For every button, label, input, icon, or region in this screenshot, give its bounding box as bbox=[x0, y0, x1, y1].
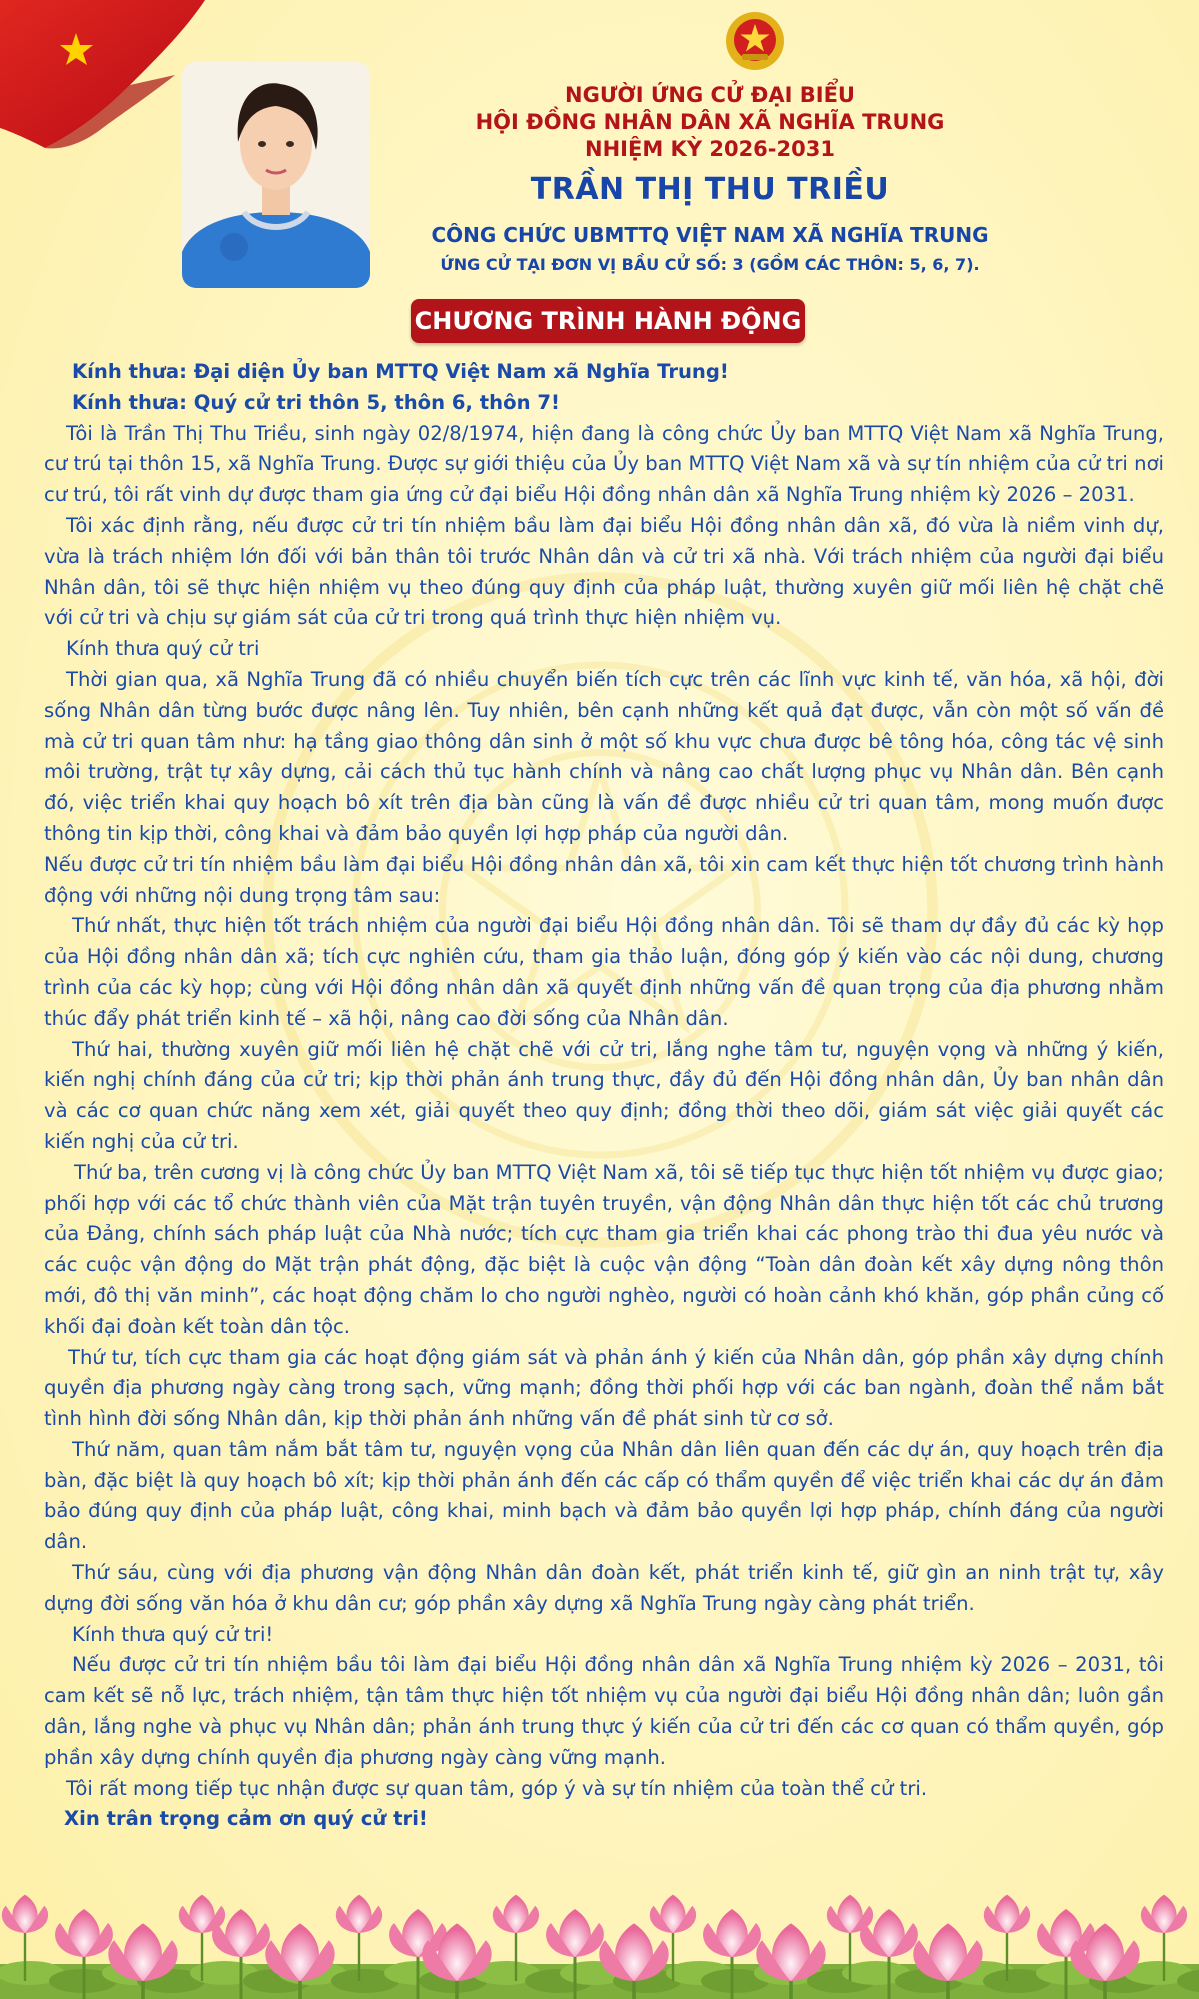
pledge-paragraph: Nếu được cử tri tín nhiệm bầu làm đại biểu Hội đồng nhân dân xã, tôi xin cam kết thực hiện tốt chương trình hành động với những nội dung trọng tâm sau: bbox=[44, 852, 1164, 907]
action-program-banner: CHƯƠNG TRÌNH HÀNH ĐỘNG bbox=[411, 299, 805, 343]
address-voters-2: Kính thưa quý cử tri! bbox=[72, 1622, 274, 1646]
header-line-2: HỘI ĐỒNG NHÂN DÂN XÃ NGHĨA TRUNG bbox=[475, 110, 945, 134]
closing-paragraph: Nếu được cử tri tín nhiệm bầu tôi làm đại biểu Hội đồng nhân dân xã Nghĩa Trung nhiệm kỳ 2026 – 2031, tôi cam kết sẽ nỗ lực, trách nhiệm, tận tâm thực hiện tốt nhiệm vụ của người đại biểu Hội đồng nhân dân; luôn gần dân, lắng nghe và phục vụ Nhân dân; phản ánh trung thực ý kiến của cử tri đến các cơ quan có thẩm quyền, góp phần xây dựng chính quyền địa phương ngày càng vững mạnh. bbox=[44, 1653, 1164, 1769]
action-item-5: Thứ năm, quan tâm nắm bắt tâm tư, nguyện vọng của Nhân dân liên quan đến các dự án, quy hoạch trên địa bàn, đặc biệt là quy hoạch bô xít; kịp thời phản ánh đến các cấp có thẩm quyền để việc triển khai các dự án đảm bảo đúng quy định của pháp luật, công khai, minh bạch và đảm bảo quyền lợi hợp pháp, chính đáng của người dân. bbox=[44, 1437, 1164, 1554]
candidate-position: CÔNG CHỨC UBMTTQ VIỆT NAM XÃ NGHĨA TRUNG bbox=[431, 223, 989, 247]
greeting-1: Kính thưa: Đại diện Ủy ban MTTQ Việt Nam xã Nghĩa Trung! bbox=[72, 360, 729, 383]
lotus-flowers-decoration bbox=[0, 1869, 1199, 1999]
commitment-paragraph: Tôi xác định rằng, nếu được cử tri tín nhiệm bầu làm đại biểu Hội đồng nhân dân xã, đó vừa là niềm vinh dự, vừa là trách nhiệm lớn đối với bản thân tôi trước Nhân dân và cử tri xã nhà. Với trách nhiệm của người đại biểu Nhân dân, tôi sẽ thực hiện nhiệm vụ theo đúng quy định của pháp luật, thường xuyên giữ mối liên hệ chặt chẽ với cử tri và chịu sự giám sát của cử tri trong quá trình thực hiện nhiệm vụ. bbox=[44, 513, 1164, 630]
flag-icon bbox=[0, 0, 210, 150]
candidate-name: TRẦN THỊ THU TRIỀU bbox=[530, 172, 890, 207]
action-program-content bbox=[44, 357, 1164, 1835]
hope-paragraph: Tôi rất mong tiếp tục nhận được sự quan tâm, góp ý và sự tín nhiệm của toàn thể cử tri. bbox=[66, 1776, 928, 1800]
action-item-6: Thứ sáu, cùng với địa phương vận động Nhân dân đoàn kết, phát triển kinh tế, giữ gìn an ninh trật tự, xây dựng đời sống văn hóa ở khu dân cư; góp phần xây dựng xã Nghĩa Trung ngày càng phát triển. bbox=[44, 1561, 1164, 1615]
electoral-unit: ỨNG CỬ TẠI ĐƠN VỊ BẦU CỬ SỐ: 3 (GỒM CÁC THÔN: 5, 6, 7). bbox=[440, 255, 980, 274]
intro-paragraph: Tôi là Trần Thị Thu Triều, sinh ngày 02/8/1974, hiện đang là công chức Ủy ban MTTQ Việt Nam xã Nghĩa Trung, cư trú tại thôn 15, xã Nghĩa Trung. Được sự giới thiệu của Ủy ban MTTQ Việt Nam xã và sự tín nhiệm của cử tri nơi cư trú, tôi rất vinh dự được tham gia ứng cử đại biểu Hội đồng nhân dân xã Nghĩa Trung nhiệm kỳ 2026 – 2031. bbox=[44, 421, 1164, 507]
action-item-2: Thứ hai, thường xuyên giữ mối liên hệ chặt chẽ với cử tri, lắng nghe tâm tư, nguyện vọng và những ý kiến, kiến nghị chính đáng của cử tri; kịp thời phản ánh trung thực, đầy đủ đến Hội đồng nhân dân, Ủy ban nhân dân và các cơ quan chức năng xem xét, giải quyết theo quy định; đồng thời theo dõi, giám sát việc giải quyết các kiến nghị của cử tri. bbox=[44, 1037, 1164, 1153]
action-item-1: Thứ nhất, thực hiện tốt trách nhiệm của người đại biểu Hội đồng nhân dân. Tôi sẽ tham dự đầy đủ các kỳ họp của Hội đồng nhân dân xã; tích cực nghiên cứu, tham gia thảo luận, đóng góp ý kiến vào các nội dung, chương trình của các kỳ họp; cùng với Hội đồng nhân dân xã quyết định những vấn đề quan trọng của địa phương nhằm thúc đẩy phát triển kinh tế – xã hội, nâng cao đời sống của Nhân dân. bbox=[44, 914, 1164, 1030]
address-voters-1: Kính thưa quý cử tri bbox=[66, 637, 260, 661]
greeting-2: Kính thưa: Quý cử tri thôn 5, thôn 6, thôn 7! bbox=[72, 390, 560, 414]
header-line-3: NHIỆM KỲ 2026-2031 bbox=[585, 137, 835, 161]
situation-paragraph: Thời gian qua, xã Nghĩa Trung đã có nhiều chuyển biến tích cực trên các lĩnh vực kinh tế, văn hóa, xã hội, đời sống Nhân dân từng bước được nâng lên. Tuy nhiên, bên cạnh những kết quả đạt được, vẫn còn một số vấn đề mà cử tri quan tâm như: hạ tầng giao thông dân sinh ở một số khu vực chưa được bê tông hóa, công tác vệ sinh môi trường, trật tự xây dựng, cải cách thủ tục hành chính và nâng cao chất lượng phục vụ Nhân dân. Bên cạnh đó, việc triển khai quy hoạch bô xít trên địa bàn cũng là vấn đề được nhiều cử tri quan tâm, mong muốn được thông tin kịp thời, công khai và đảm bảo quyền lợi hợp pháp của người dân. bbox=[44, 667, 1164, 845]
candidate-portrait bbox=[182, 62, 370, 288]
thanks-line: Xin trân trọng cảm ơn quý cử tri! bbox=[64, 1807, 428, 1831]
action-item-4: Thứ tư, tích cực tham gia các hoạt động giám sát và phản ánh ý kiến của Nhân dân, góp phần xây dựng chính quyền địa phương ngày càng trong sạch, vững mạnh; đồng thời phối hợp với các ban ngành, đoàn thể nắm bắt tình hình đời sống Nhân dân, kịp thời phản ánh những vấn đề phát sinh từ cơ sở. bbox=[44, 1345, 1164, 1431]
action-item-3: Thứ ba, trên cương vị là công chức Ủy ban MTTQ Việt Nam xã, tôi sẽ tiếp tục thực hiện tốt nhiệm vụ được giao; phối hợp với các tổ chức thành viên của Mặt trận tuyên truyền, vận động Nhân dân thực hiện tốt các chủ trương của Đảng, chính sách pháp luật của Nhà nước; tích cực tham gia triển khai các phong trào thi đua yêu nước và các cuộc vận động do Mặt trận phát động, đặc biệt là cuộc vận động “Toàn dân đoàn kết xây dựng nông thôn mới, đô thị văn minh”, các hoạt động chăm lo cho người nghèo, người có hoàn cảnh khó khăn, góp phần củng cố khối đại đoàn kết toàn dân tộc. bbox=[44, 1160, 1164, 1338]
national-emblem-icon bbox=[724, 10, 786, 72]
header-line-1: NGƯỜI ỨNG CỬ ĐẠI BIỂU bbox=[565, 83, 855, 107]
